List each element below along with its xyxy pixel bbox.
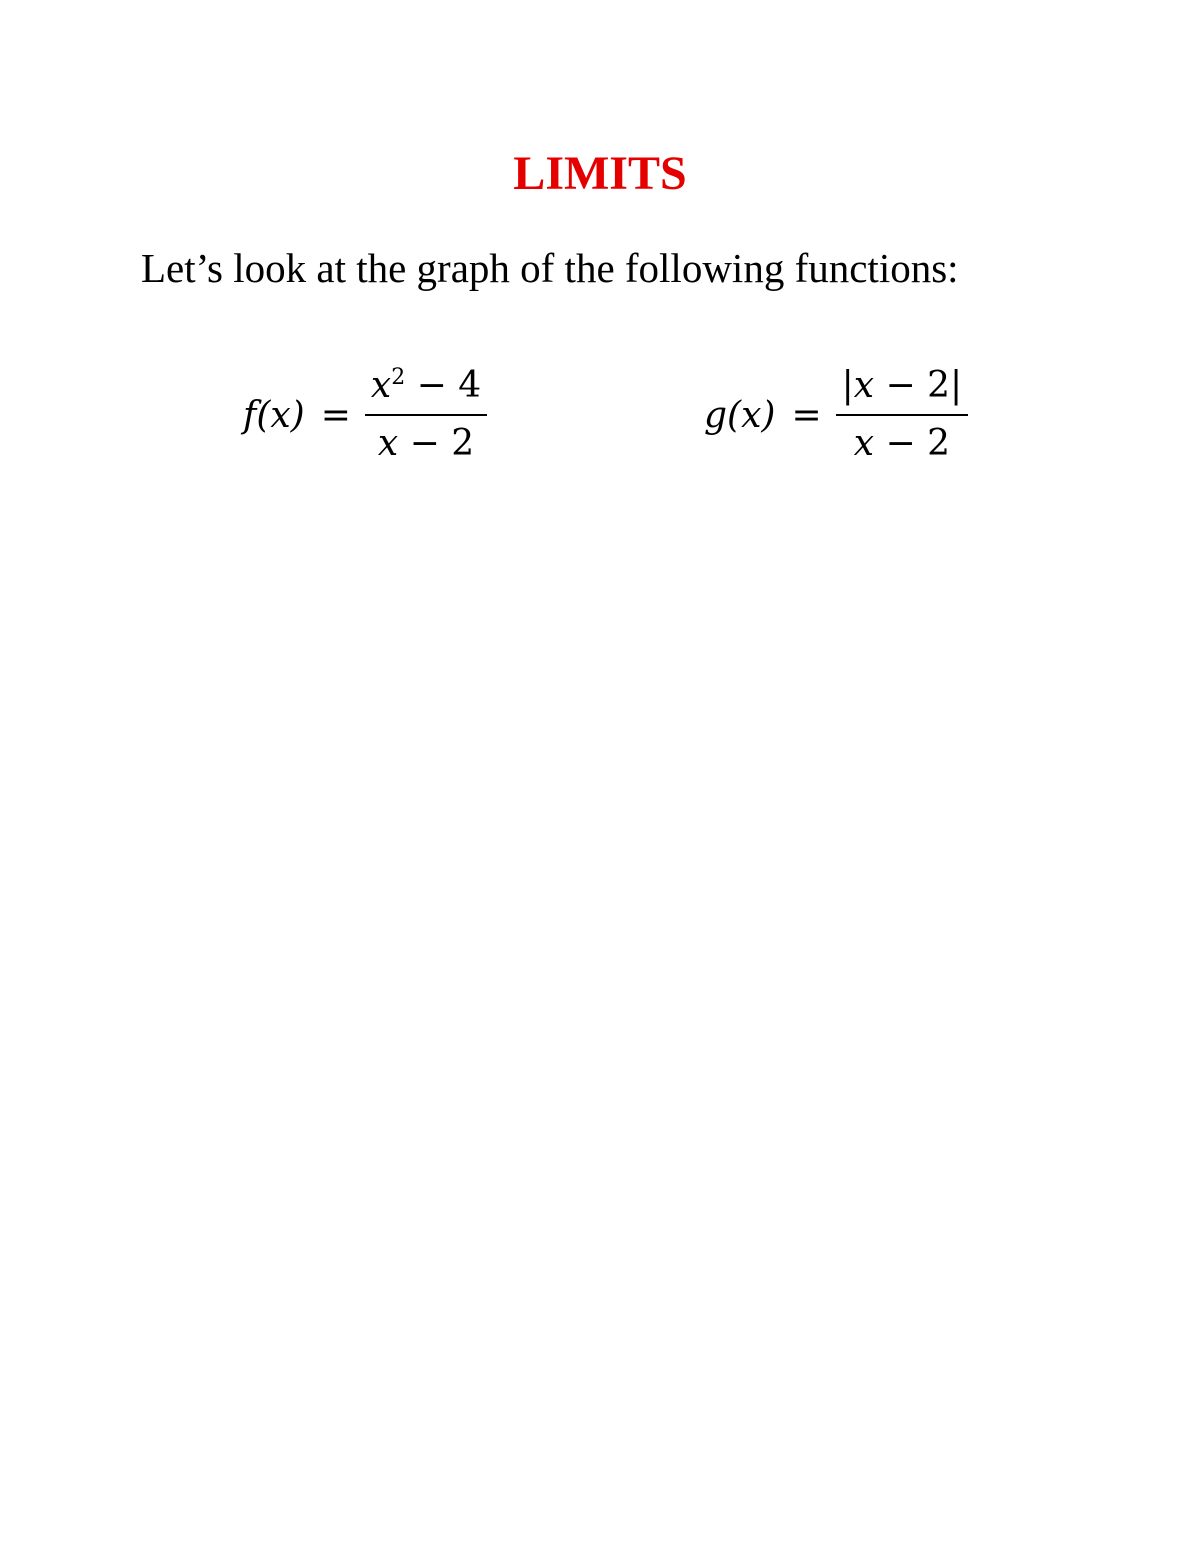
- formula-f-numerator-rest: − 4: [405, 365, 482, 406]
- page-title: LIMITS: [513, 147, 687, 200]
- formula-g-fraction: [836, 364, 969, 466]
- formula-g: [704, 360, 968, 470]
- formula-g-numerator-close: |: [950, 365, 963, 406]
- formula-g-numerator-rest: − 2: [874, 365, 951, 406]
- formula-f-numerator-exponent: 2: [391, 365, 406, 390]
- formula-f-fraction-bar: [365, 414, 487, 416]
- formula-g-equals: =: [791, 394, 822, 436]
- formula-f-fraction: [365, 364, 487, 466]
- formula-g-denominator-rest: − 2: [874, 423, 951, 464]
- formula-f-denominator-rest: − 2: [398, 423, 475, 464]
- formula-g-denominator-var: x: [853, 423, 875, 464]
- formula-f-lhs: f(x): [243, 394, 305, 436]
- formula-f-denominator-var: x: [377, 423, 399, 464]
- formula-g-numerator-var: x: [853, 365, 875, 406]
- formula-f-denominator: [372, 422, 480, 466]
- formula-g-numerator: [836, 364, 969, 408]
- formula-g-denominator: [848, 422, 956, 466]
- formula-f-equals: =: [320, 394, 351, 436]
- intro-paragraph: Let’s look at the graph of the following functions:: [141, 245, 959, 291]
- formula-f: [243, 360, 487, 470]
- formula-g-fraction-bar: [836, 414, 969, 416]
- formula-g-numerator-open: |: [841, 365, 854, 406]
- formula-g-lhs: g(x): [704, 394, 776, 436]
- formula-f-numerator: [365, 364, 487, 408]
- formula-f-numerator-var: x: [370, 365, 392, 406]
